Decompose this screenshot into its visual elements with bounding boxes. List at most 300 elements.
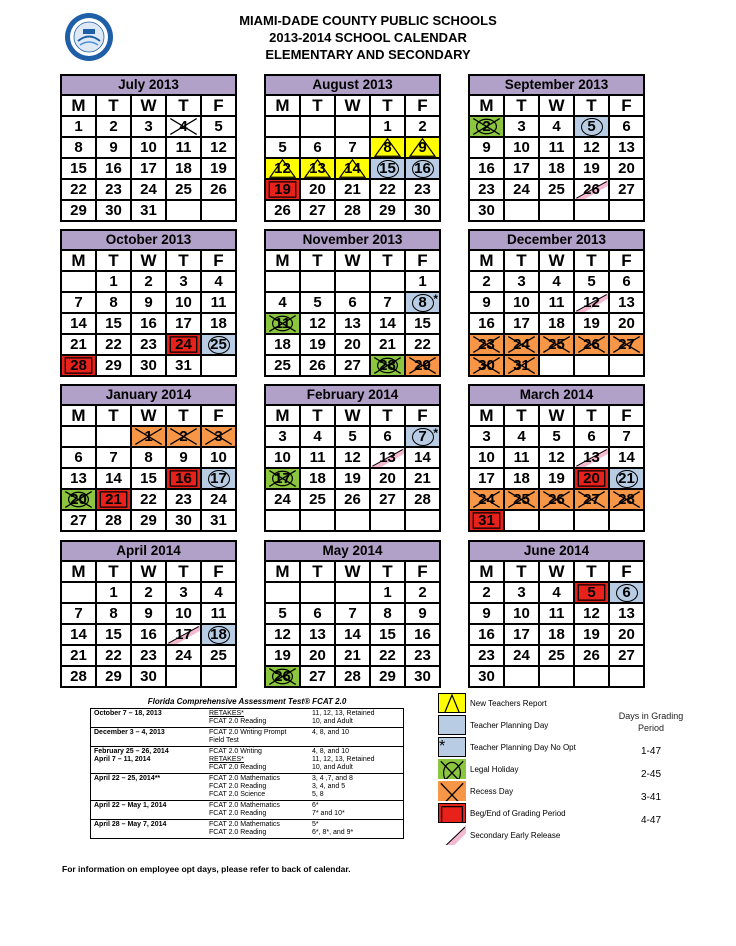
day-number: 23 (478, 647, 495, 664)
fcat-line: FCAT 2.0 Science (209, 791, 266, 798)
day-cell (97, 490, 132, 511)
day-cell (301, 138, 336, 159)
weekday-header: M (62, 406, 97, 427)
day-cell (505, 272, 540, 293)
day-number: 23 (140, 647, 157, 664)
empty-day-cell (575, 201, 610, 222)
day-number: 25 (513, 491, 530, 508)
day-number: 30 (175, 512, 192, 529)
weekday-header: T (301, 562, 336, 583)
fcat-dates (91, 728, 206, 746)
day-number: 27 (583, 491, 600, 508)
day-number: 6 (313, 139, 322, 156)
day-cell (505, 583, 540, 604)
day-number: 11 (309, 449, 326, 466)
day-cell (167, 293, 202, 314)
weekday-header: T (167, 96, 202, 117)
day-cell (266, 667, 301, 688)
fcat-line: FCAT 2.0 Writing (209, 748, 262, 755)
weekday-header: M (62, 562, 97, 583)
day-number: 19 (344, 470, 361, 487)
day-number: 26 (548, 491, 565, 508)
day-cell (371, 180, 406, 201)
day-number: 17 (513, 160, 530, 177)
day-cell (301, 180, 336, 201)
day-cell (266, 427, 301, 448)
day-cell (575, 490, 610, 511)
day-number: 1 (74, 118, 83, 135)
day-cell (266, 625, 301, 646)
header-calendar-year: 2013-2014 SCHOOL CALENDAR (269, 30, 467, 45)
fcat-line: October 7 – 18, 2013 (94, 710, 162, 717)
weekday-header: T (371, 562, 406, 583)
legend-label: Beg/End of Grading Period (470, 809, 566, 818)
day-number: 31 (210, 512, 227, 529)
day-cell (132, 201, 167, 222)
fcat-tests (206, 747, 309, 773)
day-cell (132, 159, 167, 180)
day-number: 25 (210, 336, 227, 353)
day-number: 21 (344, 647, 361, 664)
day-cell (97, 667, 132, 688)
day-cell (132, 138, 167, 159)
fcat-line: April 22 – May 1, 2014 (94, 802, 167, 809)
weekday-header: T (301, 406, 336, 427)
empty-day-cell (371, 511, 406, 532)
day-cell (266, 293, 301, 314)
day-number: 23 (414, 181, 431, 198)
day-number: 20 (379, 470, 396, 487)
day-cell (470, 201, 505, 222)
day-number: 4 (552, 273, 561, 290)
no-opt-asterisk: * (433, 293, 438, 306)
empty-day-cell (301, 511, 336, 532)
day-number: 17 (478, 470, 495, 487)
day-cell (610, 335, 645, 356)
day-number: 16 (414, 160, 431, 177)
day-number: 6 (348, 294, 357, 311)
day-number: 2 (418, 118, 427, 135)
day-number: 14 (344, 160, 361, 177)
month-title: September 2013 (468, 74, 645, 96)
day-cell (62, 511, 97, 532)
day-cell (371, 469, 406, 490)
fcat-line: 5, 8 (312, 791, 324, 798)
day-cell (540, 469, 575, 490)
weekday-header: F (610, 406, 645, 427)
day-number: 6 (313, 605, 322, 622)
day-cell (167, 272, 202, 293)
empty-day-cell (610, 356, 645, 377)
day-cell (97, 356, 132, 377)
day-number: 10 (513, 605, 530, 622)
day-number: 26 (583, 647, 600, 664)
day-number: 30 (140, 357, 157, 374)
fcat-dates (91, 709, 206, 727)
day-cell (266, 448, 301, 469)
day-number: 21 (379, 336, 396, 353)
fcat-row (91, 801, 403, 820)
day-cell (167, 117, 202, 138)
day-cell (406, 448, 441, 469)
day-cell (470, 335, 505, 356)
day-cell (202, 180, 237, 201)
day-number: 30 (414, 668, 431, 685)
day-cell (202, 293, 237, 314)
month-calendar (468, 74, 645, 222)
day-number: 29 (105, 357, 122, 374)
day-cell (202, 335, 237, 356)
day-cell (62, 667, 97, 688)
day-number: 6 (622, 273, 631, 290)
month-title: March 2014 (468, 384, 645, 406)
fcat-dates (91, 747, 206, 773)
day-number: 29 (70, 202, 87, 219)
day-cell (301, 314, 336, 335)
day-number: 13 (583, 449, 600, 466)
day-cell (132, 272, 167, 293)
day-number: 16 (478, 626, 495, 643)
red-day-mark (439, 804, 465, 823)
pink-day-mark (438, 825, 466, 845)
day-cell (505, 427, 540, 448)
day-number: 27 (379, 491, 396, 508)
day-number: 3 (214, 428, 223, 445)
fcat-line: February 25 – 26, 2014 (94, 748, 169, 755)
fcat-line: April 7 – 11, 2014 (94, 756, 151, 763)
day-cell (132, 314, 167, 335)
day-number: 11 (548, 139, 565, 156)
day-cell (610, 427, 645, 448)
weekday-header: T (97, 406, 132, 427)
day-cell (470, 625, 505, 646)
day-cell (266, 490, 301, 511)
month-calendar (468, 229, 645, 377)
day-cell (610, 604, 645, 625)
day-cell (505, 469, 540, 490)
month-title: January 2014 (60, 384, 237, 406)
day-cell (336, 314, 371, 335)
day-number: 11 (210, 605, 227, 622)
day-number: 2 (144, 584, 153, 601)
day-number: 20 (583, 470, 600, 487)
day-number: 24 (513, 181, 530, 198)
day-cell (132, 625, 167, 646)
day-cell (202, 490, 237, 511)
day-cell (97, 180, 132, 201)
weekday-header: W (336, 96, 371, 117)
day-cell (371, 646, 406, 667)
day-cell (540, 293, 575, 314)
day-cell (97, 646, 132, 667)
day-number: 30 (414, 202, 431, 219)
day-cell (406, 159, 441, 180)
weekday-header: M (266, 406, 301, 427)
day-number: 29 (105, 668, 122, 685)
day-cell (610, 314, 645, 335)
day-cell (406, 583, 441, 604)
day-number: 27 (344, 357, 361, 374)
day-number: 12 (344, 449, 361, 466)
empty-day-cell (336, 272, 371, 293)
day-cell (575, 272, 610, 293)
day-cell (132, 604, 167, 625)
day-cell (540, 117, 575, 138)
day-cell (371, 159, 406, 180)
day-number: 25 (548, 647, 565, 664)
weekday-header: M (266, 96, 301, 117)
fcat-line: December 3 – 4, 2013 (94, 729, 165, 736)
day-cell (202, 138, 237, 159)
day-number: 12 (274, 160, 291, 177)
day-cell (575, 625, 610, 646)
day-number: 3 (179, 273, 188, 290)
day-number: 4 (278, 294, 287, 311)
weekday-header: T (97, 96, 132, 117)
day-cell (97, 272, 132, 293)
day-cell (575, 335, 610, 356)
fcat-grades (309, 820, 403, 838)
day-cell (97, 117, 132, 138)
day-number: 8 (109, 605, 118, 622)
day-cell (470, 180, 505, 201)
day-cell (406, 201, 441, 222)
empty-day-cell (371, 272, 406, 293)
day-cell (575, 646, 610, 667)
empty-day-cell (505, 201, 540, 222)
day-number: 5 (552, 428, 561, 445)
day-number: 2 (482, 118, 491, 135)
day-cell (575, 427, 610, 448)
empty-day-cell (266, 511, 301, 532)
day-number: 2 (179, 428, 188, 445)
day-number: 13 (618, 294, 635, 311)
day-cell (406, 272, 441, 293)
day-cell (301, 293, 336, 314)
day-number: 8 (144, 449, 153, 466)
day-cell (62, 646, 97, 667)
day-number: 8 (383, 139, 392, 156)
day-cell (132, 583, 167, 604)
day-number: 25 (274, 357, 291, 374)
day-number: 8 (74, 139, 83, 156)
day-number: 18 (548, 160, 565, 177)
day-number: 2 (482, 273, 491, 290)
weekday-header: W (132, 96, 167, 117)
day-number: 30 (105, 202, 122, 219)
month-grid (60, 96, 237, 222)
day-cell (406, 490, 441, 511)
day-number: 3 (517, 273, 526, 290)
fcat-line: 6* (312, 802, 319, 809)
day-number: 15 (379, 160, 396, 177)
month-title: December 2013 (468, 229, 645, 251)
day-cell (540, 427, 575, 448)
day-number: 24 (513, 647, 530, 664)
empty-day-cell (610, 201, 645, 222)
legend-label: Secondary Early Release (470, 831, 561, 840)
fcat-line: April 28 – May 7, 2014 (94, 821, 167, 828)
weekday-header: T (167, 406, 202, 427)
day-number: 16 (478, 160, 495, 177)
day-number: 30 (478, 202, 495, 219)
day-cell (406, 335, 441, 356)
month-calendar (264, 540, 441, 688)
day-number: 3 (517, 118, 526, 135)
weekday-header: W (336, 406, 371, 427)
day-number: 13 (344, 315, 361, 332)
fcat-line: 5* (312, 821, 319, 828)
day-number: 12 (583, 294, 600, 311)
day-number: 16 (140, 626, 157, 643)
day-number: 13 (618, 605, 635, 622)
day-cell (301, 448, 336, 469)
day-cell (336, 138, 371, 159)
day-number: 7 (383, 294, 392, 311)
day-cell (336, 293, 371, 314)
fcat-line: FCAT 2.0 Reading (209, 829, 267, 836)
day-number: 8 (383, 605, 392, 622)
day-cell (132, 490, 167, 511)
day-cell (167, 583, 202, 604)
day-number: 1 (144, 428, 153, 445)
day-cell (505, 138, 540, 159)
fcat-line: 4, 8, and 10 (312, 748, 349, 755)
day-cell (610, 180, 645, 201)
day-cell (371, 356, 406, 377)
day-number: 27 (309, 202, 326, 219)
day-number: 15 (70, 160, 87, 177)
weekday-header: F (202, 251, 237, 272)
day-number: 24 (478, 491, 495, 508)
empty-day-cell (301, 272, 336, 293)
day-cell (132, 646, 167, 667)
day-number: 4 (517, 428, 526, 445)
weekday-header: M (470, 96, 505, 117)
day-cell (336, 469, 371, 490)
day-number: 24 (175, 336, 192, 353)
day-number: 2 (109, 118, 118, 135)
day-cell (505, 335, 540, 356)
day-cell (336, 427, 371, 448)
day-cell (301, 490, 336, 511)
day-number: 13 (618, 139, 635, 156)
day-number: 7 (348, 139, 357, 156)
day-cell (132, 180, 167, 201)
day-number: 6 (622, 584, 631, 601)
day-cell (266, 201, 301, 222)
day-number: 9 (144, 605, 153, 622)
weekday-header: M (266, 251, 301, 272)
day-cell (167, 180, 202, 201)
day-number: 28 (379, 357, 396, 374)
day-cell (167, 335, 202, 356)
legend-swatch (438, 693, 466, 713)
day-cell (202, 159, 237, 180)
day-number: 4 (214, 273, 223, 290)
fcat-grades (309, 728, 403, 746)
day-cell (505, 117, 540, 138)
day-cell (97, 511, 132, 532)
day-number: 22 (70, 181, 87, 198)
day-cell (505, 314, 540, 335)
fcat-grades (309, 801, 403, 819)
weekday-header: M (266, 562, 301, 583)
fcat-tests (206, 801, 309, 819)
day-cell (336, 180, 371, 201)
weekday-header: T (575, 96, 610, 117)
fcat-row (91, 728, 403, 747)
month-grid (60, 562, 237, 688)
day-cell (575, 117, 610, 138)
day-cell (167, 646, 202, 667)
fcat-line: 6*, 8*, and 9* (312, 829, 354, 836)
day-cell (336, 335, 371, 356)
month-calendar (60, 540, 237, 688)
day-cell (505, 490, 540, 511)
empty-day-cell (575, 667, 610, 688)
empty-day-cell (610, 667, 645, 688)
month-grid (468, 96, 645, 222)
day-number: 5 (313, 294, 322, 311)
day-number: 9 (179, 449, 188, 466)
weekday-header: F (406, 251, 441, 272)
day-number: 17 (140, 160, 157, 177)
day-cell (540, 335, 575, 356)
fcat-line: FCAT 2.0 Reading (209, 810, 267, 817)
day-number: 8 (418, 294, 427, 311)
legend-item (438, 693, 588, 715)
day-cell (470, 646, 505, 667)
month-calendar (468, 384, 645, 532)
day-cell (202, 314, 237, 335)
empty-day-cell (266, 117, 301, 138)
day-cell (575, 604, 610, 625)
day-number: 26 (583, 181, 600, 198)
day-number: 26 (210, 181, 227, 198)
day-cell (62, 356, 97, 377)
day-number: 25 (548, 336, 565, 353)
day-number: 7 (109, 449, 118, 466)
day-cell (371, 583, 406, 604)
empty-day-cell (202, 201, 237, 222)
day-cell (266, 314, 301, 335)
day-number: 19 (548, 470, 565, 487)
day-cell (62, 159, 97, 180)
no-opt-asterisk: * (439, 738, 446, 755)
day-cell (540, 272, 575, 293)
day-cell (62, 448, 97, 469)
day-cell (505, 646, 540, 667)
day-number: 28 (414, 491, 431, 508)
day-number: 1 (418, 273, 427, 290)
day-cell (540, 604, 575, 625)
header-level: ELEMENTARY AND SECONDARY (265, 47, 471, 62)
day-number: 13 (309, 626, 326, 643)
day-number: 18 (175, 160, 192, 177)
grading-period-4: 4-47 (640, 815, 661, 826)
day-number: 1 (109, 584, 118, 601)
legend-swatch (438, 715, 466, 735)
day-number: 6 (383, 428, 392, 445)
day-number: 29 (414, 357, 431, 374)
fcat-line: FCAT 2.0 Mathematics (209, 802, 280, 809)
day-cell (540, 448, 575, 469)
fcat-dates (91, 774, 206, 800)
day-cell (505, 159, 540, 180)
day-number: 5 (278, 139, 287, 156)
day-number: 5 (587, 584, 596, 601)
